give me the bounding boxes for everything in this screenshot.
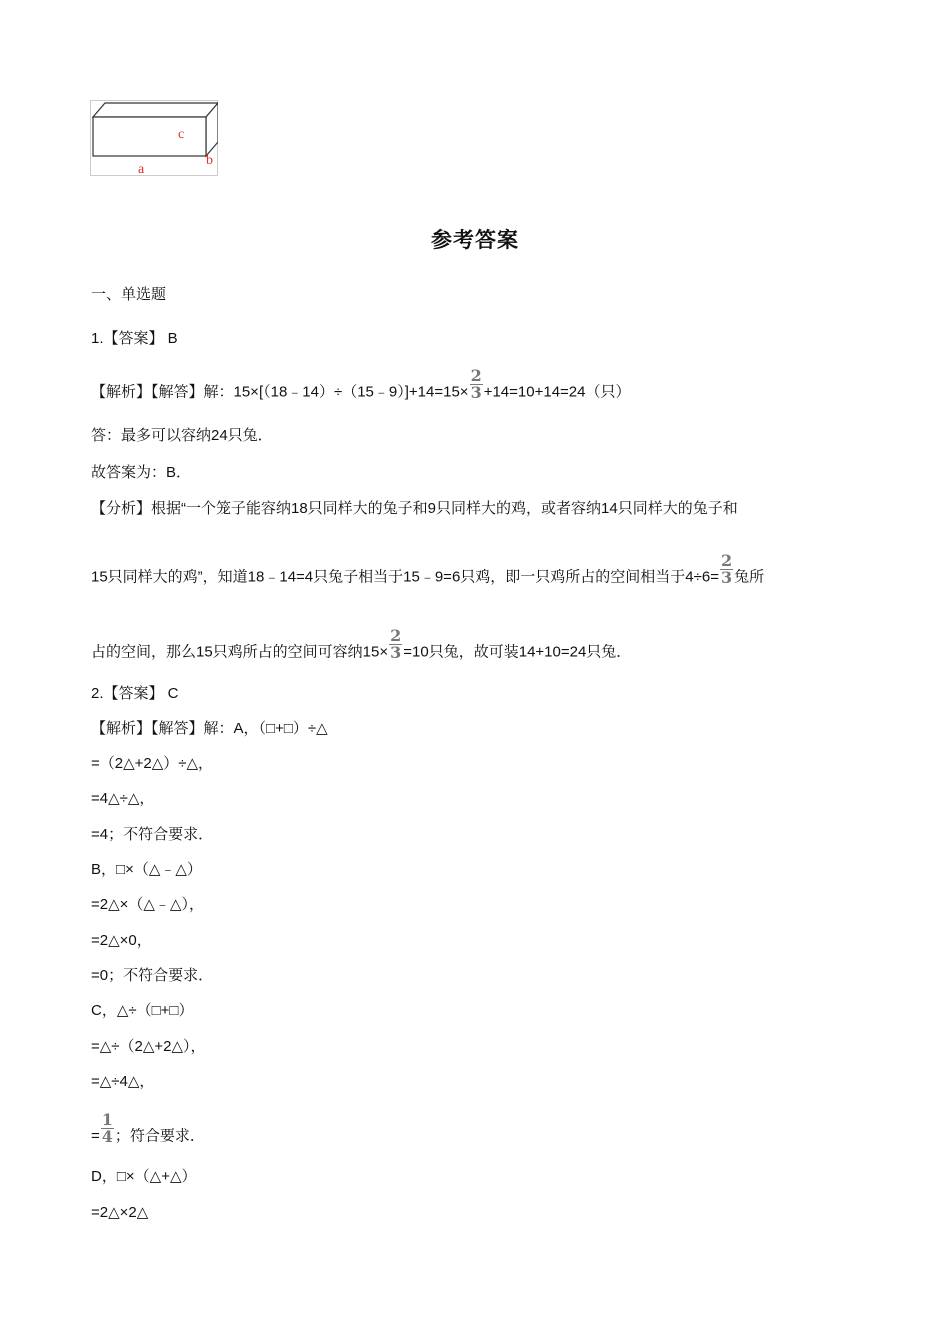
option-c-step-3 bbox=[91, 1110, 205, 1153]
fraction-numerator: 2 bbox=[390, 626, 402, 645]
q2-answer: 2.【答案】 C bbox=[91, 685, 179, 702]
option-a-step-1: =（2△+2△）÷△， bbox=[91, 755, 214, 772]
fraction-numerator: 2 bbox=[720, 551, 733, 570]
cuboid-top-face bbox=[93, 103, 218, 117]
q1-analysis-fenxi-3 bbox=[91, 626, 632, 669]
option-d: D，□×（△+△） bbox=[91, 1168, 197, 1185]
option-a-step-3: =4；不符合要求． bbox=[91, 826, 214, 843]
label-b: b bbox=[206, 153, 213, 168]
option-c-step-2: =△÷4△， bbox=[91, 1073, 155, 1090]
fenxi-2-text-post: 兔所 bbox=[734, 568, 765, 586]
cuboid-figure bbox=[90, 100, 218, 176]
q1-analysis-text-post: +14=10+14=24（只） bbox=[483, 383, 631, 401]
fraction bbox=[470, 368, 483, 401]
option-b-step-1: =2△×（△﹣△）， bbox=[91, 896, 204, 913]
option-a-step-2: =4△÷△， bbox=[91, 790, 155, 807]
section-heading: 一、单选题 bbox=[91, 286, 167, 303]
label-a: a bbox=[138, 162, 145, 176]
c3-text-post: ；符合要求． bbox=[114, 1127, 205, 1145]
fraction bbox=[389, 628, 402, 661]
q1-conclusion: 故答案为：B． bbox=[91, 464, 192, 481]
fraction-denominator: 3 bbox=[470, 383, 482, 402]
q2-analysis: 【解析】【解答】解：A，（□+□）÷△ bbox=[91, 720, 328, 737]
option-d-step-1: =2△×2△ bbox=[91, 1204, 149, 1221]
label-c: c bbox=[178, 127, 185, 142]
fraction-numerator: 1 bbox=[101, 1110, 113, 1129]
q1-analysis-fenxi-1: 【分析】根据“一个笼子能容纳18只同样大的兔子和9只同样大的鸡，或者容纳14只同样大的兔子和 bbox=[91, 500, 738, 517]
fraction-denominator: 3 bbox=[720, 568, 733, 587]
fenxi-3-text-pre: 占的空间，那么15只鸡所占的空间可容纳15× bbox=[91, 643, 389, 661]
fraction-numerator: 2 bbox=[470, 366, 482, 385]
q1-analysis-fenxi-2 bbox=[91, 551, 765, 594]
q1-answer-statement: 答：最多可以容纳24只兔． bbox=[91, 427, 273, 444]
option-c: C，△÷（□+□） bbox=[91, 1002, 194, 1019]
option-b: B，□×（△﹣△） bbox=[91, 861, 202, 878]
fraction-denominator: 4 bbox=[101, 1127, 113, 1146]
fenxi-3-text-post: =10只兔，故可装14+10=24只兔． bbox=[403, 643, 632, 661]
option-b-step-2: =2△×0， bbox=[91, 932, 152, 949]
q1-answer: 1.【答案】 B bbox=[91, 330, 178, 347]
q1-analysis bbox=[91, 366, 631, 409]
c3-text-pre: = bbox=[91, 1127, 100, 1145]
fraction-denominator: 3 bbox=[390, 643, 402, 662]
fenxi-2-text-pre: 15只同样大的鸡”，知道18﹣14=4只兔子相当于15﹣9=6只鸡，即一只鸡所占的空间相当于4÷6= bbox=[91, 568, 719, 586]
option-c-step-1: =△÷（2△+2△）， bbox=[91, 1038, 206, 1055]
q1-analysis-text-pre: 【解析】【解答】解：15×[（18﹣14）÷（15﹣9）]+14=15× bbox=[91, 383, 469, 401]
page-title: 参考答案 bbox=[431, 229, 519, 252]
fraction bbox=[101, 1112, 114, 1145]
option-b-step-3: =0；不符合要求． bbox=[91, 967, 214, 984]
fraction bbox=[720, 553, 733, 586]
cuboid-front-face bbox=[93, 117, 206, 156]
